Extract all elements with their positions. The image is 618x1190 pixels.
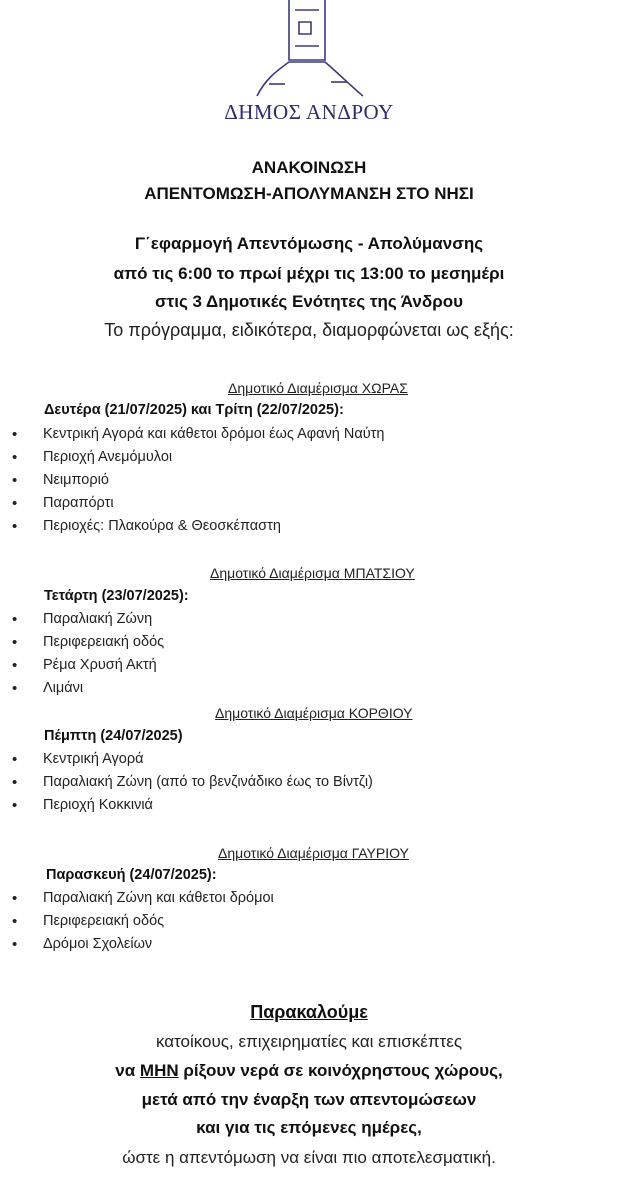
district-name: ΜΠΑΤΣΙΟΥ (343, 565, 415, 581)
list-item: • Νειμποριό (12, 469, 384, 492)
lead-line-3: στις 3 Δημοτικές Ενότητες της Άνδρου (155, 292, 463, 311)
district-heading-gavrio (218, 845, 409, 861)
list-item: • Παραλιακή Ζώνη και κάθετοι δρόμοι (12, 887, 274, 910)
list-item: • Περιοχή Ανεμόμυλοι (12, 446, 384, 469)
list-item: • Παραλιακή Ζώνη (από το βενζινάδικο έως το Βίντζι) (12, 771, 373, 794)
announcement-subtitle: ΑΠΕΝΤΟΜΩΣΗ-ΑΠΟΛΥΜΑΝΣΗ ΣΤΟ ΝΗΣΙ (144, 184, 474, 203)
closing-line: ώστε η απεντόμωση να είναι πιο αποτελεσματική. (122, 1148, 496, 1167)
list-item: • Κεντρική Αγορά (12, 748, 373, 771)
district-prefix: Δημοτικό Διαμέρισμα (218, 845, 352, 861)
area-list-gavrio (12, 887, 274, 956)
list-item: • Περιφερειακή οδός (12, 910, 274, 933)
closing-heading: Παρακαλούμε (250, 1002, 368, 1022)
closing-warning-pre: να (115, 1061, 140, 1080)
list-item: • Περιοχές: Πλακούρα & Θεοσκέπαστη (12, 515, 384, 538)
lead-line-2: από τις 6:00 το πρωί μέχρι τις 13:00 το μεσημέρι (113, 264, 505, 283)
closing-line: κατοίκους, επιχειρηματίες και επισκέπτες (155, 1032, 463, 1051)
district-heading-batsi (210, 565, 415, 581)
district-prefix: Δημοτικό Διαμέρισμα (228, 380, 362, 396)
district-name: ΧΩΡΑΣ (361, 380, 408, 396)
district-prefix: Δημοτικό Διαμέρισμα (215, 705, 349, 721)
lead-line-4: Το πρόγραμμα, ειδικότερα, διαμορφώνεται ως εξής: (104, 320, 514, 340)
closing-warning-emphasis: ΜΗΝ (139, 1061, 179, 1080)
list-item: • Περιοχή Κοκκινιά (12, 794, 373, 817)
closing-line: και για τις επόμενες ημέρες, (196, 1118, 422, 1137)
district-name: ΓΑΥΡΙΟΥ (351, 845, 409, 861)
day-heading: Δευτέρα (21/07/2025) και Τρίτη (22/07/2025): (44, 402, 344, 418)
list-item: • Περιφερειακή οδός (12, 631, 164, 654)
area-list-batsi (12, 608, 164, 700)
list-item: • Κεντρική Αγορά και κάθετοι δρόμοι έως Αφανή Ναύτη (12, 423, 384, 446)
closing-line: μετά από την έναρξη των απεντομώσεων (141, 1090, 477, 1109)
announcement-title: ΑΝΑΚΟΙΝΩΣΗ (251, 158, 367, 177)
day-heading: Παρασκευή (24/07/2025): (46, 867, 217, 883)
closing-warning-post: ρίξουν νερά σε κοινόχρηστους χώρους, (178, 1061, 503, 1080)
district-prefix: Δημοτικό Διαμέρισμα (210, 565, 344, 581)
district-heading-chora (228, 380, 408, 396)
lead-line-1: Γ΄εφαρμογή Απεντόμωσης - Απολύμανσης (134, 234, 484, 253)
logo-text: ΔΗΜΟΣ ΑΝΔΡΟΥ (224, 100, 394, 124)
day-heading: Πέμπτη (24/07/2025) (44, 728, 183, 744)
list-item: • Λιμάνι (12, 677, 164, 700)
list-item: • Παραλιακή Ζώνη (12, 608, 164, 631)
area-list-chora (12, 423, 384, 538)
list-item: • Ρέμα Χρυσή Ακτή (12, 654, 164, 677)
district-heading-korthi (215, 705, 413, 721)
day-heading: Τετάρτη (23/07/2025): (44, 588, 189, 604)
municipality-logo (0, 0, 618, 135)
district-name: ΚΟΡΘΙΟΥ (348, 705, 413, 721)
area-list-korthi (12, 748, 373, 817)
list-item: • Παραπόρτι (12, 492, 384, 515)
closing-warning (0, 1061, 618, 1081)
list-item: • Δρόμοι Σχολείων (12, 933, 274, 956)
lighthouse-icon (255, 0, 365, 100)
